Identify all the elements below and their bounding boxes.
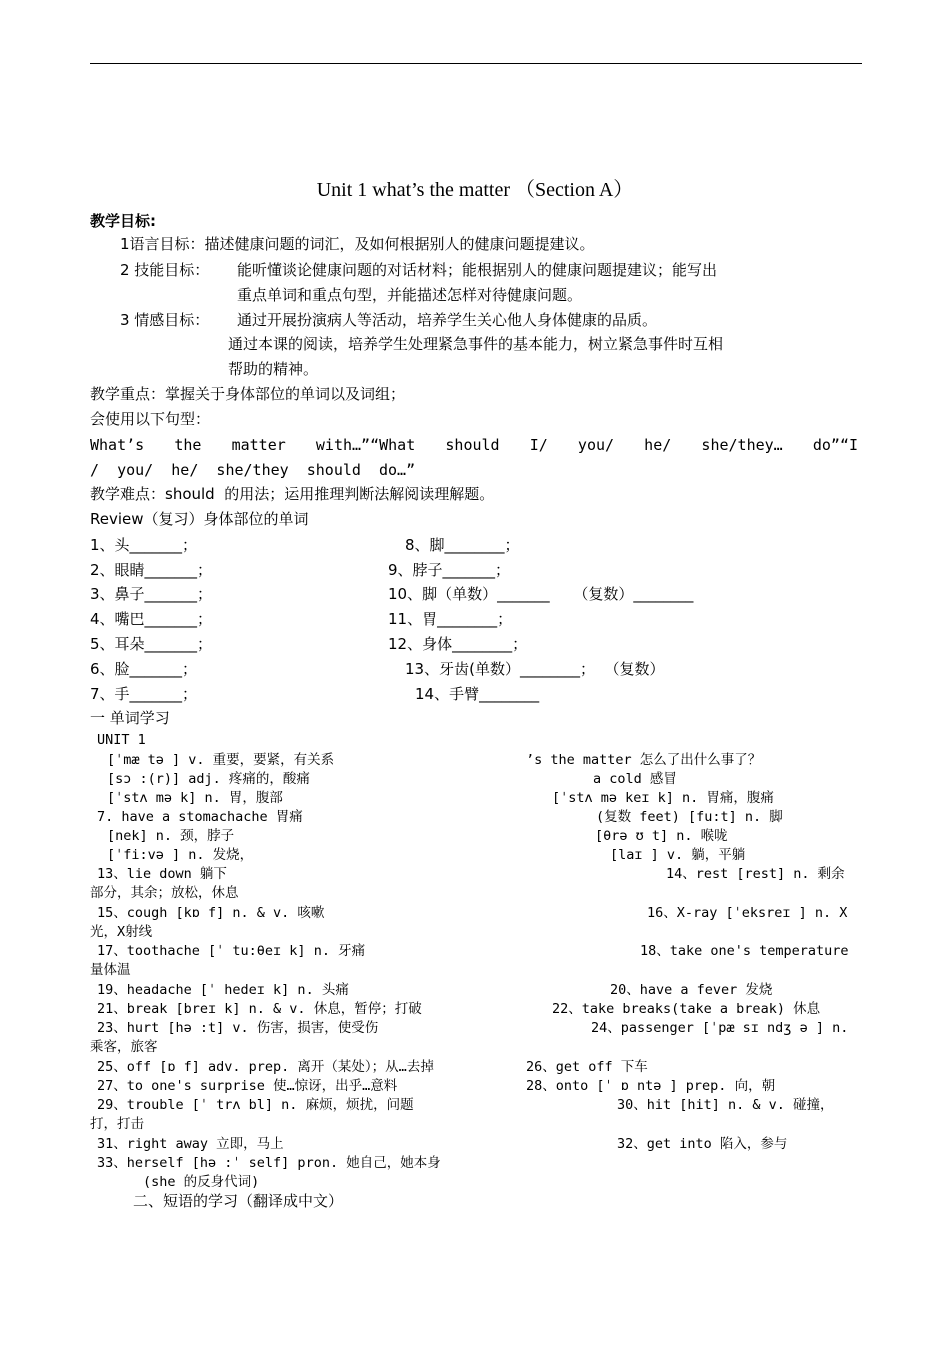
review-item-body: 12、身体________；	[388, 635, 528, 653]
vocab-right: ’s the matter 怎么了出什么事了？	[526, 752, 762, 768]
vocab-left: [nek] n. 颈，脖子	[107, 828, 235, 844]
review-item-tooth: 13、牙齿(单数）________； （复数）	[405, 660, 665, 678]
vocab-right: 14、rest [rest] n. 剩余	[666, 866, 845, 882]
sentence-patterns-label: 会使用以下句型：	[90, 410, 211, 428]
vocab-left: 25、off [ɒ f] adv. prep. 离开（某处）；从…去掉	[97, 1059, 434, 1075]
vocab-continuation: 光，X射线	[90, 924, 153, 940]
vocab-left: 19、headache [ˈ hedeɪ k] n. 头痛	[97, 982, 349, 998]
vocab-left: 29、trouble [ˈ trʌ bl] n. 麻烦，烦扰，问题	[97, 1097, 414, 1113]
vocab-left: 31、right away 立即，马上	[97, 1136, 284, 1152]
objective-language: 1语言目标：描述健康问题的词汇，及如何根据别人的健康问题提建议。	[120, 235, 595, 253]
page-title: Unit 1 what’s the matter （Section A）	[316, 179, 634, 201]
difficult-points-line: 教学难点：should 的用法；运用推理判断法解阅读理解题。	[90, 485, 495, 503]
review-item-arm: 14、手臂________	[415, 685, 540, 703]
objective-emotion-line2: 通过本课的阅读，培养学生处理紧急事件的基本能力，树立紧急事件时互相	[228, 335, 724, 353]
vocab-left: [ˈfi:və ] n. 发烧，	[107, 847, 254, 863]
review-item-nose: 3、鼻子_______；	[90, 585, 213, 603]
vocab-right: 28、onto [ˈ ɒ ntə ] prep. 向，朝	[526, 1078, 776, 1094]
vocab-right: [ˈstʌ mə keɪ k] n. 胃痛，腹痛	[552, 790, 774, 806]
objective-skill-line1: 能听懂谈论健康问题的对话材料；能根据别人的健康问题提建议；能写出	[237, 261, 718, 279]
vocab-right: (复数 feet) [fu:t] n. 脚	[596, 809, 783, 825]
vocab-continuation: 量体温	[90, 962, 131, 978]
vocab-left: 17、toothache [ˈ tu:θeɪ k] n. 牙痛	[97, 943, 366, 959]
vocab-left: [ˈmæ tə ] v. 重要，要紧，有关系	[107, 752, 335, 768]
review-heading: Review（复习）身体部位的单词	[90, 510, 309, 528]
vocab-continuation: 打，打击	[90, 1116, 144, 1132]
review-item-stomach: 11、胃________；	[388, 610, 513, 628]
vocab-left: 7. have a stomachache 胃痛	[97, 809, 303, 825]
review-item-head: 1、头_______；	[90, 536, 198, 554]
vocab-right: 26、get off 下车	[526, 1059, 648, 1075]
objective-skill-label: 2 技能目标：	[120, 261, 210, 279]
vocab-right: [laɪ ] v. 躺，平躺	[610, 847, 746, 863]
vocab-left: [ˈstʌ mə k] n. 胃，腹部	[107, 790, 283, 806]
vocab-continuation: (she 的反身代词)	[143, 1174, 260, 1190]
vocab-right: a cold 感冒	[593, 771, 677, 787]
key-points-line: 教学重点：掌握关于身体部位的单词以及词组；	[90, 385, 406, 403]
review-item-ear: 5、耳朵_______；	[90, 635, 213, 653]
section1-heading: 一 单词学习	[90, 709, 170, 727]
vocab-right: [θrə ʊ t] n. 喉咙	[595, 828, 728, 844]
objective-emotion-line3: 帮助的精神。	[228, 360, 319, 378]
review-item-neck: 9、脖子_______；	[388, 561, 511, 579]
vocab-right: 20、have a fever 发烧	[610, 982, 773, 998]
sentence-pattern-line2: / you/ he/ she/they should do…”	[90, 461, 416, 479]
header-rule	[90, 63, 862, 64]
review-item-face: 6、脸_______；	[90, 660, 198, 678]
review-item-foot-number: 10、脚（单数）_______ （复数）________	[388, 585, 694, 603]
vocab-left: [sɔ :(r)] adj. 疼痛的，酸痛	[107, 771, 310, 787]
review-item-hand: 7、手_______；	[90, 685, 198, 703]
vocab-left: 23、hurt [hə :t] v. 伤害，损害，使受伤	[97, 1020, 379, 1036]
vocab-right: 30、hit [hit] n. & v. 碰撞，	[617, 1097, 834, 1113]
vocab-right: 18、take one's temperature	[640, 943, 849, 959]
section2-heading: 二、短语的学习（翻译成中文）	[133, 1192, 344, 1210]
vocab-right: 24、passenger [ˈpæ sɪ ndʒ ə ] n.	[591, 1020, 849, 1036]
sentence-pattern-line1: What’s the matter with…”“What should I/ you/ he/ she/they… do”“I	[90, 436, 858, 454]
objective-emotion-label: 3 情感目标：	[120, 311, 210, 329]
vocab-right: 16、X-ray [ˈeksreɪ ] n. X	[647, 905, 848, 921]
vocab-right: 22、take breaks(take a break) 休息	[552, 1001, 821, 1017]
vocab-left: 13、lie down 躺下	[97, 866, 227, 882]
vocab-continuation: 部分，其余；放松，休息	[90, 885, 239, 901]
vocab-right: 32、get into 陷入，参与	[617, 1136, 788, 1152]
vocab-left: 15、cough [kɒ f] n. & v. 咳嗽	[97, 905, 325, 921]
vocab-left: 27、to one's surprise 使…惊讶，出乎…意料	[97, 1078, 398, 1094]
objective-emotion-line1: 通过开展扮演病人等活动，培养学生关心他人身体健康的品质。	[237, 311, 658, 329]
review-item-foot: 8、脚________；	[405, 536, 520, 554]
review-item-eyes: 2、眼睛_______；	[90, 561, 213, 579]
vocab-left: 33、herself [hə :ˈ self] pron. 她自己，她本身	[97, 1155, 441, 1171]
vocab-continuation: 乘客，旅客	[90, 1039, 158, 1055]
objective-skill-line2: 重点单词和重点句型，并能描述怎样对待健康问题。	[237, 286, 583, 304]
objectives-heading: 教学目标:	[90, 212, 156, 230]
review-item-mouth: 4、嘴巴_______；	[90, 610, 213, 628]
unit-label: UNIT 1	[97, 732, 146, 748]
vocab-left: 21、break [breɪ k] n. & v. 休息，暂停；打破	[97, 1001, 422, 1017]
